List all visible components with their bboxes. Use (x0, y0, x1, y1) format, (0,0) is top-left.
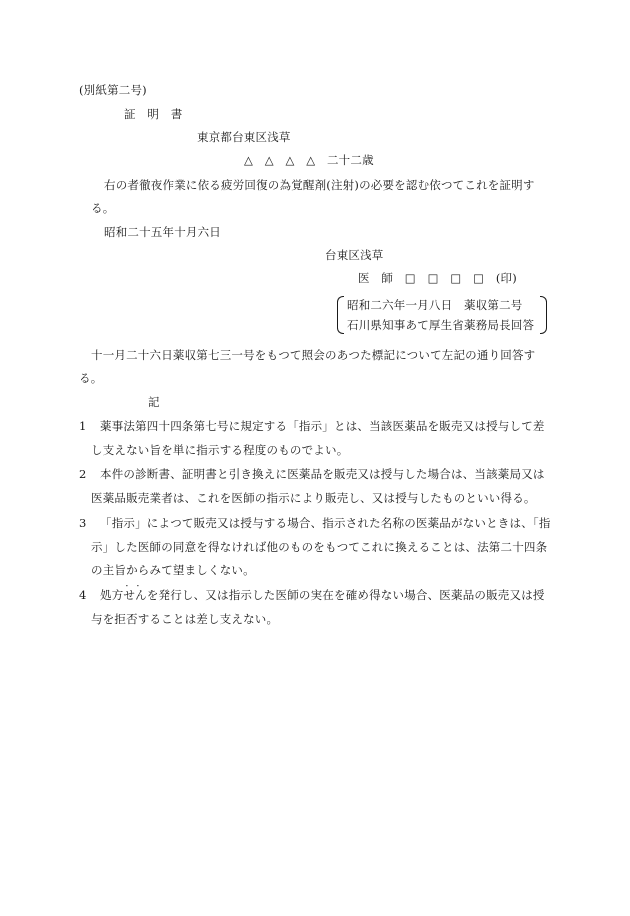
right-bracket (540, 296, 547, 334)
item-text (100, 588, 545, 602)
intro-line: 十一月二十六日薬収第七三一号をもつて照会のあつた標記について左記の通り回答す (91, 348, 536, 362)
item-text: 示」した医師の同意を得なければ他のものをもつてこれに換えることは、法第二十四条 (91, 540, 548, 554)
doctor-signature: 医 師 □ □ □ □ (印) (358, 271, 517, 285)
emphasized-text: ・・ せん (123, 588, 146, 602)
left-bracket (337, 296, 344, 334)
certificate-body-line: る。 (91, 201, 115, 215)
certificate-date: 昭和二十五年十月六日 (104, 225, 221, 239)
item-number: 2 (79, 467, 87, 481)
patient-address: 東京都台東区浅草 (197, 130, 291, 144)
item-text-part: を発行し、又は指示した医師の実在を確め得ない場合、医薬品の販売又は授 (146, 588, 545, 602)
item-text: 薬事法第四十四条第七号に規定する「指示」とは、当該医薬品を販売又は授与して差 (100, 419, 545, 433)
reference-recipient: 石川県知事あて厚生省薬務局長回答 (347, 318, 535, 332)
item-text: の主旨からみて望ましくない。 (91, 563, 255, 577)
item-number: 1 (79, 419, 87, 433)
issuer-address: 台東区浅草 (325, 248, 384, 262)
item-text: 与を拒否することは差し支えない。 (91, 612, 279, 626)
item-text: 本件の診断書、証明書と引き換えに医薬品を販売又は授与した場合は、当該薬局又は (100, 467, 545, 481)
item-text: 「指示」によつて販売又は授与する場合、指示された名称の医薬品がないときは、「指 (100, 516, 551, 530)
item-number: 4 (79, 588, 87, 602)
reference-date-number: 昭和二六年一月八日 薬収第二号 (347, 298, 523, 312)
certificate-body-line: 右の者徹夜作業に依る疲労回復の為覚醒剤(注射)の必要を認む依つてこれを証明す (104, 178, 535, 192)
item-text: 医薬品販売業者は、これを医師の指示により販売し、又は授与したものといい得る。 (91, 491, 536, 505)
intro-line: る。 (79, 371, 103, 385)
appendix-label: (別紙第二号) (79, 83, 147, 97)
patient-name-age: △ △ △ △ 二十二歳 (244, 153, 374, 167)
item-text: し支えない旨を単に指示する程度のものでよい。 (91, 443, 349, 457)
item-text-part: 処方 (100, 588, 124, 602)
item-number: 3 (79, 516, 87, 530)
certificate-title: 証 明 書 (124, 107, 183, 121)
ki-heading: 記 (148, 395, 160, 409)
